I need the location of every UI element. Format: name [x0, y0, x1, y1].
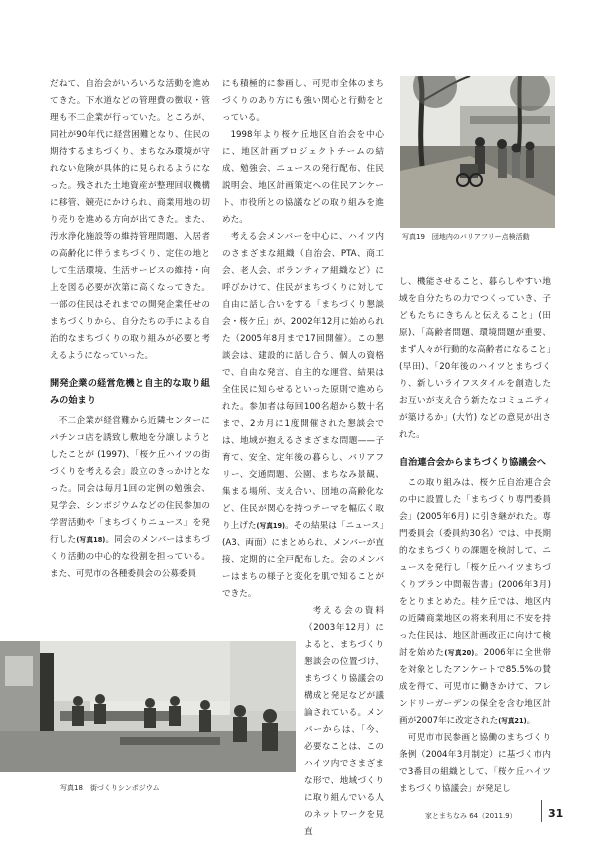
photo-symposium [0, 641, 296, 772]
photo-reference: (写真19) [256, 522, 286, 530]
photo-reference: (写真18) [76, 536, 106, 544]
photo-caption: 写真19 団地内のバリアフリー点検活動 [402, 233, 530, 241]
paragraph: 可児市市民参画と協働のまちづくり条例（2004年3月制定）に基づく市内で3番目の組織として、「桜ケ丘ハイツまちづくり協議会」が発足し [399, 733, 551, 794]
paragraph [222, 229, 384, 603]
photo-illustration [400, 76, 555, 228]
text-column-3 [399, 274, 551, 798]
photo-barrier-free-inspection [400, 76, 555, 228]
paragraph: にも積極的に参画し、可児市全体のまちづくりのあり方にも強い関心と行動をとっている。 [222, 79, 384, 123]
photo-illustration [0, 641, 296, 772]
paragraph: だねて、自治会がいろいろな活動を進めてきた。下水道などの管理費の徴収・管理も不二企業が行っていた。ところが、同社が90年代に経営困難となり、住民の期待するまちづくり、まちなみ環境が守れない危険が具体的に見られるようになった。残された土地資産が整理回収機構に移管、競売にかけられ、商業用地の切り売りを進める方向が出てきた。また、汚水浄化施設等の維持管理問題、入居者の高齢化に伴うまちづくり、定住の地として生活環境、生活サービスの維持・向上を図る必要が次第に高くなってきた。一部の住民はそれまでの開発企業任せのまちづくりから、自分たちの手による自治的なまちづくりの取り組みが必要と考えるようになっていった。 [50, 79, 210, 361]
paragraph-text: 不二企業が経営難から近隣センターにパチンコ店を誘致し敷地を分譲しようとしたことが (1997)、「桜ケ丘ハイツの街づくりを考える会」設立のきっかけとなった。同会は毎月1回の定例の勉強会、見学会、シンポジウムなどの住民参加の学習活動や「まちづくりニュース」を発行した [50, 416, 210, 545]
paragraph [50, 413, 210, 583]
section-heading: 自治連合会からまちづくり協議会へ [399, 457, 546, 468]
paragraph: 1998年より桜ケ丘地区自治会を中心に、地区計画プロジェクトチームの結成、勉強会、ニュースの発行配布、住民説明会、地区計画策定への住民アンケート、市役所との協議などの取り組みを進めた。 [222, 130, 384, 225]
paragraph: し、機能させること、暮らしやすい地域を自分たちの力でつくっていき、子どもたちにきちんと伝えること」(田原)、「高齢者問題、環境問題が重要、まず人々が行動的な高齢者になること」(早田)、「20年後のハイツとまちづくり、新しいライフスタイルを創造したお互いが支え合う新たなコミュニティが築けるか」(大竹) などの意見が出された。 [399, 277, 551, 440]
paragraph-text: 。同会のメンバーはまちづくり活動の中心的な役割を担っている。また、可児市の各種委員会の公募委員 [50, 535, 210, 579]
section-heading: 開発企業の経営危機と自主的な取り組みの始まり [50, 378, 210, 406]
journal-footer: 家とまちなみ 64（2011.9） [425, 812, 517, 820]
photo-reference: (写真20) [444, 649, 475, 657]
footer-divider [541, 800, 542, 822]
paragraph-text: 。その結果は「ニュース」(A3、両面）にまとめられ、メンバーが直接、定期的に全戸配布した。会のメンバーはまちの様子と変化を肌で知ることができた。 [222, 521, 384, 599]
paragraph [399, 475, 551, 730]
paragraph: 考える会の資料（2003年12月）によると、まちづくり懇談会の位置づけ、まちづくり協議会の構成と発足などが議論されている。メンバーからは、「今、必要なことは、このハイツ内でさまざまな形で、地域づくりに取り組んでいる人のネットワークを見直 [304, 606, 384, 837]
paragraph-text: 。2006年に全世帯を対象としたアンケートで85.5%の賛成を得て、可児市に働きかけて、フレンドリーガーデンの保全を含む地区計画が2007年に改定された [399, 648, 551, 726]
photo-reference: (写真21) [498, 717, 527, 725]
text-column-1 [50, 76, 210, 583]
photo-caption: 写真18 街づくりシンポジウム [60, 784, 160, 792]
paragraph-text: 考える会メンバーを中心に、ハイツ内のさまざまな組織（自治会、PTA、商工会、老人会、ボランティア組織など）に呼びかけて、住民がまちづくりに対して自由に話し合いをする「まちづくり懇談会・桜ケ丘」が、2002年12月に始められた（2005年8月まで17回開催）。この懇談会は、建設的に話し合う、個人の資格で、自由な発言、自主的な運営、結果は全住民に知らせるといった原則で進められた。参加者は毎回100名超から数十名まで、2カ月に1度開催された懇談会では、地域が抱えるさまざまな問題——子育て、安全、定年後の暮らし、バリアフリー、交通問題、公園、まちなみ景観、集まる場所、支え合い、団地の高齢化など、住民が関心を持つテーマを幅広く取り上げた [222, 232, 384, 531]
paragraph-text: 。 [526, 716, 536, 726]
page-number: 31 [548, 807, 564, 820]
paragraph-text: この取り組みは、桜ケ丘自治連合会の中に設置した「まちづくり専門委員会」(2005年6月) に引き継がれた。専門委員会（委員約30名）では、中長期的なまちづくりの課題を検討して、ニュースを発行し「桜ケ丘ハイツまちづくりプラン中間報告書」(2006年3月) をとりまとめた。桂ケ丘では、地区内の近隣商業地区の将来利用に不安を持った住民は、地区計画改正に向けて検討を始めた [399, 478, 551, 658]
